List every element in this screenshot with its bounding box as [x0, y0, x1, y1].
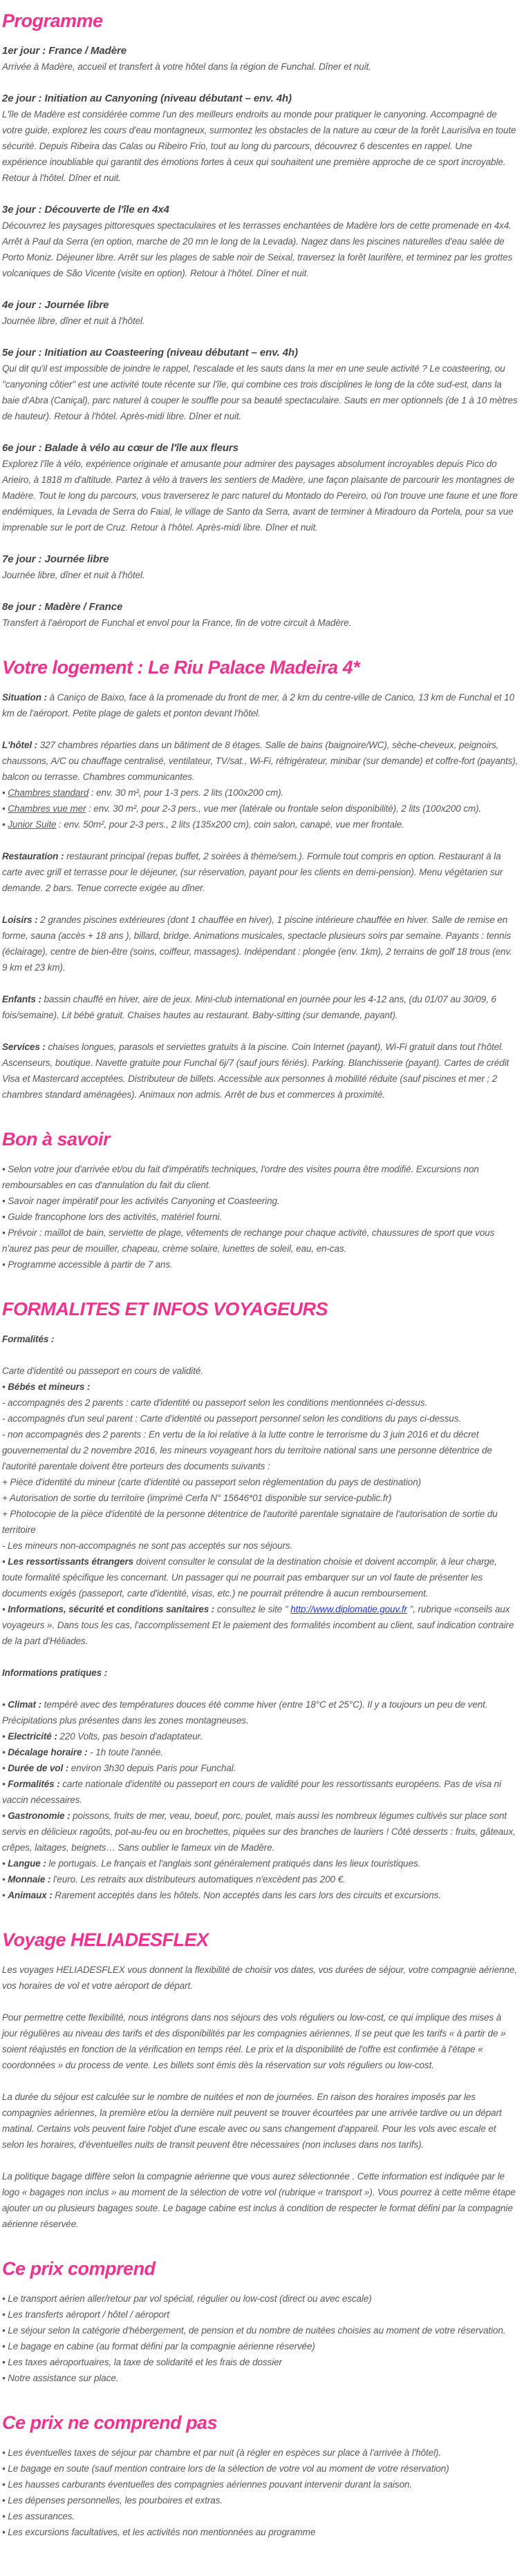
- bullet-item: [2, 1744, 518, 1760]
- text-segment: Rarement acceptés dans les hôtels. Non acceptés dans les cars lors des circuits et excursions.: [52, 1890, 441, 1900]
- bullet-item: [2, 1209, 518, 1225]
- text-segment: + Photocopie de la pièce d'identité de la personne détentrice de l'autorité parentale signataire de l'autorisation de sortie du territoire: [2, 1509, 498, 1535]
- text-segment: Informations, sécurité et conditions sanitaires :: [8, 1604, 215, 1614]
- paragraph: [2, 1490, 518, 1506]
- section-heading-programme: Programme: [2, 10, 103, 31]
- bullet-item: [2, 817, 518, 832]
- text-segment: Les voyages HELIADESFLEX vous donnent la flexibilité de choisir vos dates, vos durées de séjour, votre compagnie aérienne, vos horaires de vol et votre aéroport de départ.: [2, 1965, 517, 1991]
- paragraph: [2, 737, 518, 785]
- text-segment: Les dépenses personnelles, les pourboires et extras.: [8, 2495, 223, 2506]
- paragraph: [2, 313, 518, 329]
- paragraph-group: [2, 2445, 518, 2540]
- text-segment: Qui dit qu'il est impossible de joindre le rappel, l'escalade et les sauts dans la mer en une seule activité ? Le coasteering, ou "canyoning côtier" est une activité toute récente sur l'île, qui combine ces trois disciplines le long de la côte sud-est, dans la baie d'Abra (Caniçal), parc naturel à couper le souffle pour sa beauté spectaculaire. Sauts en mer optionnels (de 1 à 10 mètres de hauteur). Retour à l'hôtel. Après-midi libre. Dîner et nuit.: [2, 363, 518, 421]
- text-segment: doivent consulter le consulat de la destination choisie et doivent accomplir, à leur charge, toute formalité spécifique les concernant. Un passager qui ne pourrait pas embarquer sur un vol faute de présenter les documents exigés (passeport, carte d'identité, visas, etc.) ne pourrait prétendre à aucun remboursement.: [2, 1556, 497, 1599]
- text-segment: Langue :: [8, 1858, 46, 1869]
- text-segment: Monnaie :: [8, 1874, 51, 1885]
- text-segment: Guide francophone lors des activités, matériel fourni.: [8, 1212, 223, 1222]
- day-title: [2, 599, 518, 615]
- bullet-item: [2, 2370, 518, 2386]
- paragraph-group: [2, 848, 518, 896]
- text-segment: Programme accessible à partir de 7 ans.: [8, 1259, 173, 1270]
- paragraph-group: [2, 2168, 518, 2232]
- paragraph: [2, 1411, 518, 1427]
- paragraph-group: [2, 551, 518, 583]
- text-segment: carte nationale d'identité ou passeport en cours de validité pour les ressortissants européens. Pas de visa ni vaccin nécessaires.: [2, 1779, 501, 1805]
- external-link[interactable]: http://www.diplomatie.gouv.fr: [290, 1604, 407, 1614]
- bullet-item: [2, 801, 518, 817]
- text-segment: Journée libre, dîner et nuit à l'hôtel.: [2, 316, 145, 326]
- text-segment: + Pièce d'identité du mineur (carte d'identité ou passeport selon règlementation du pays de destination): [2, 1477, 422, 1487]
- paragraph: [2, 1395, 518, 1411]
- text-segment: - 1h toute l'année.: [87, 1747, 163, 1757]
- paragraph-group: [2, 1962, 518, 1994]
- paragraph: [2, 456, 518, 535]
- text-segment: Prévoir : maillot de bain, serviette de plage, vêtements de rechange pour chaque activité, chaussures de sport que vous n'aurez pas peur de mouiller, chapeau, crème solaire, lunettes de soleil, eau, en-cas.: [2, 1228, 495, 1254]
- bullet-item: [2, 1776, 518, 1808]
- text-segment: Carte d'identité ou passeport en cours de validité.: [2, 1366, 203, 1376]
- bullet-item: [2, 1728, 518, 1744]
- bullet-item: [2, 1225, 518, 1257]
- bullet-item: [2, 2322, 518, 2338]
- section-heading-prix-comprend: Ce prix comprend: [2, 2258, 156, 2279]
- paragraph: [2, 1363, 518, 1379]
- paragraph-group: [2, 1697, 518, 1903]
- paragraph: [2, 1506, 518, 1538]
- text-segment: Savoir nager impératif pour les activités Canyoning et Coasteering.: [8, 1196, 280, 1206]
- text-segment: 8e jour : Madère / France: [2, 601, 123, 613]
- text-segment: Explorez l'île à vélo, expérience originale et amusante pour admirer des paysages absolument incroyables depuis Pico do Arieiro, à 1818 m d'altitude. Partez à vélo à travers les sentiers de Madère, une façon plaisante de parcourir les montagnes de Madère. Tout le long du parcours, vous traverserez le parc naturel du Montado do Pereiro, où l'on trouve une faune et une flore endémiques, la Levada de Serra do Faial, le village de Santo da Serra, avant de terminer à Miradouro da Portela, pour sa vue imprenable sur le port de Cruz. Retour à l'hôtel. Après-midi libre. Dîner et nuit.: [2, 459, 518, 533]
- text-segment: Chambres standard: [8, 788, 89, 798]
- text-segment: Les ressortissants étrangers: [8, 1556, 134, 1567]
- text-segment: bassin chauffé en hiver, aire de jeux. Mini-club international en journée pour les 4-12 ans, (du 01/07 au 30/09, 6 fois/semaine). Lit bébé gratuit. Chaises hautes au restaurant. Baby-sitting (sur demande, payant).: [2, 994, 496, 1020]
- bullet-item: [2, 1161, 518, 1193]
- day-title: [2, 43, 518, 59]
- section-prix-comprend: [2, 2258, 518, 2386]
- text-segment: 327 chambres réparties dans un bâtiment de 8 étages. Salle de bains (baignoire/WC), sèche-cheveux, peignoirs, chaussons, A/C ou chauffage centralisé, ventilateur, TV/sat., Wi-Fi, réfrigérateur, minibar (sur demande) et coffre-fort (payants), balcon ou terrasse. Chambres communicantes.: [2, 740, 518, 782]
- paragraph-group: [2, 202, 518, 281]
- bullet-item: [2, 2524, 518, 2540]
- text-segment: poissons, fruits de mer, veau, boeuf, porc, poulet, mais aussi les nombreux légumes cultivés sur place sont servis en délicieux ragoûts, pot-au-feu ou en brochettes, piquées sur des branches de lauriers ! Côté desserts : fruits, gâteaux, crêpes, laitages, beignets… Sans oublier le fameux vin de Madère.: [2, 1811, 516, 1853]
- text-segment: Electricité :: [8, 1731, 57, 1742]
- paragraph: [2, 567, 518, 583]
- paragraph: [2, 689, 518, 721]
- text-segment: - accompagnés des 2 parents : carte d'identité ou passeport selon les conditions mentionnées ci-dessus.: [2, 1397, 428, 1408]
- section-heading-logement: Votre logement : Le Riu Palace Madeira 4*: [2, 657, 360, 678]
- bullet-item: [2, 2354, 518, 2370]
- text-segment: 7e jour : Journée libre: [2, 553, 109, 565]
- bullet-item: [2, 1871, 518, 1887]
- paragraph: [2, 2010, 518, 2073]
- section-heading-bon-a-savoir: Bon à savoir: [2, 1129, 111, 1149]
- text-segment: L'île de Madère est considérée comme l'un des meilleurs endroits au monde pour pratiquer le canyoning. Accompagné de votre guide, explorez les cours d'eau montagneux, surmontez les obstacles de la nature au cœur de la forêt Laurisilva en toute sécurité. Depuis Ribeira das Calas ou Ribeiro Frio, tout au long du parcours, découvrez 6 descentes en rappel. Une expérience inoubliable qui garantit des émotions fortes à ceux qui souhaitent une première approche de ce sport incroyable. Retour à l'hôtel. Dîner et nuit.: [2, 109, 516, 183]
- text-segment: : env. 30 m², pour 2-3 pers., vue mer (latérale ou frontale selon disponibilité), 2 lits (100x200 cm).: [86, 803, 482, 814]
- paragraph-group: [2, 2089, 518, 2153]
- text-segment: La durée du séjour est calculée sur le nombre de nuitées et non de journées. En raison des horaires imposés par les compagnies aériennes, la première et/ou la dernière nuit peuvent se trouver écourtées par une arrivée tardive ou un départ matinal. Certains vols peuvent faire l'objet d'une escale avec ou sans changement d'appareil. Pour les vols avec escale et selon les horaires, d'éventuelles nuits de transit peuvent être nécessaires (non incluses dans nos tarifs).: [2, 2092, 502, 2150]
- text-segment: Les taxes aéroportuaires, la taxe de solidarité et les frais de dossier: [8, 2357, 282, 2367]
- text-segment: Arrivée à Madère, accueil et transfert à votre hôtel dans la région de Funchal. Dîner et nuit.: [2, 61, 371, 72]
- bullet-item: [2, 2307, 518, 2322]
- paragraph: [2, 59, 518, 75]
- section-formalites: [2, 1298, 518, 1903]
- bullet-item: [2, 1379, 518, 1395]
- bullet-item: [2, 1855, 518, 1871]
- text-segment: Animaux :: [8, 1890, 53, 1900]
- paragraph-group: [2, 90, 518, 186]
- paragraph: [2, 106, 518, 186]
- text-segment: 6e jour : Balade à vélo au cœur de l'île aux fleurs: [2, 442, 238, 454]
- paragraph: [2, 2089, 518, 2153]
- text-segment: restaurant principal (repas buffet, 2 soirées à thème/sem.). Formule tout compris en option. Restaurant à la carte avec grill et terrasse pour le déjeuner, (sur réservation, payant pour les clients en demi-pension). Menu végétarien sur demande. 2 bars. Tenue correcte exigée au dîner.: [2, 851, 503, 893]
- paragraph: [2, 1331, 518, 1347]
- paragraph: [2, 912, 518, 975]
- text-segment: Le transport aérien aller/retour par vol spécial, régulier ou low-cost (direct ou avec escale): [8, 2293, 372, 2304]
- text-segment: chaises longues, parasols et serviettes gratuits à la piscine. Coin Internet (payant), Wi-Fi gratuit dans tout l'hôtel. Ascenseurs, boutique. Navette gratuite pour Funchal 6j/7 (sauf jours fériés). Parking. Blanchisserie (payant). Cartes de crédit Visa et Mastercard acceptées. Distributeur de billets. Accessible aux personnes à mobilité réduite (sauf piscines et mer ; 2 chambres standard aménagées). Animaux non admis. Arrêt de bus et commerces à proximité.: [2, 1042, 509, 1100]
- bullet-item: [2, 2477, 518, 2492]
- bullet-item: [2, 2492, 518, 2508]
- text-segment: consultez le site ": [214, 1604, 291, 1614]
- text-segment: environ 3h30 depuis Paris pour Funchal.: [68, 1763, 236, 1773]
- day-title: [2, 345, 518, 361]
- section-heading-formalites: FORMALITES ET INFOS VOYAGEURS: [2, 1299, 328, 1319]
- text-segment: Pour permettre cette flexibilité, nous intégrons dans nos séjours des vols réguliers ou low-cost, ce qui implique des mises à jour régulières au niveau des tarifs et des disponibilités par les compagnies aériennes. Il se peut que les tarifs « à partir de » soient réajustés en fonction de la vérification en temps réel. Le prix et la disponibilité de l'offre est confirmée à l'étape « coordonnées » du process de vente. Les billets sont émis dès la réservation sur vols réguliers ou low-cost.: [2, 2012, 506, 2070]
- paragraph-group: [2, 599, 518, 631]
- paragraph-group: [2, 689, 518, 721]
- bullet-item: [2, 1193, 518, 1209]
- paragraph-group: [2, 737, 518, 832]
- text-segment: le portugais. Le français et l'anglais sont généralement pratiqués dans les lieux touristiques.: [46, 1858, 421, 1869]
- paragraph: [2, 1427, 518, 1474]
- text-segment: Restauration :: [2, 851, 64, 861]
- text-segment: La politique bagage diffère selon la compagnie aérienne que vous aurez sélectionnée . Cette information est indiquée par le logo « bagages non inclus » au moment de la sélection de votre vol (rubrique « transport »). Vous pourrez à cette même étape ajouter un ou plusieurs bagages soute. Le bagage cabine est inclus à condition de respecter le format défini par la compagnie aérienne réservée.: [2, 2171, 516, 2229]
- section-heliadesflex: [2, 1929, 518, 2232]
- bullet-item: [2, 785, 518, 801]
- text-segment: Durée de vol :: [8, 1763, 69, 1773]
- bullet-item: [2, 2291, 518, 2307]
- day-title: [2, 297, 518, 313]
- text-segment: Les transferts aéroport / hôtel / aéroport: [8, 2309, 169, 2320]
- text-segment: - Les mineurs non-accompagnés ne sont pas acceptés sur nos séjours.: [2, 1540, 293, 1551]
- text-segment: Journée libre, dîner et nuit à l'hôtel.: [2, 570, 145, 580]
- text-segment: l'euro. Les retraits aux distributeurs automatiques n'excèdent pas 200 €.: [50, 1874, 346, 1885]
- section-heading-prix-ne-comprend-pas: Ce prix ne comprend pas: [2, 2412, 218, 2433]
- text-segment: Découvrez les paysages pittoresques spectaculaires et les terrasses enchantées de Madère lors de cette promenade en 4x4. Arrêt à Paul da Serra (en option, marche de 20 mn le long de la Levada). Nagez dans les piscines naturelles d'eau salée de Porto Moniz. Déjeuner libre. Arrêt sur les plages de sable noir de Seixal, traversez la forêt laurifère, et terminez par les grottes volcaniques de São Vicente (visite en option). Retour à l'hôtel. Dîner et nuit.: [2, 220, 513, 278]
- text-segment: tempéré avec des températures douces été comme hiver (entre 18°C et 25°C). Il y a toujours un peu de vent. Précipitations plus présentes dans les zones montagneuses.: [2, 1699, 488, 1726]
- text-segment: : env. 30 m², pour 1-3 pers. 2 lits (100x200 cm).: [88, 788, 284, 798]
- text-segment: 5e jour : Initiation au Coasteering (niveau débutant – env. 4h): [2, 347, 298, 359]
- day-title: [2, 202, 518, 218]
- text-segment: Notre assistance sur place.: [8, 2373, 119, 2383]
- paragraph-group: [2, 345, 518, 424]
- text-segment: Les excursions facultatives, et les activités non mentionnées au programme: [8, 2527, 316, 2537]
- paragraph-group: [2, 1363, 518, 1649]
- text-segment: L'hôtel :: [2, 740, 38, 750]
- text-segment: 220 Volts, pas besoin d'adaptateur.: [57, 1731, 203, 1742]
- text-segment: + Autorisation de sortie du territoire (imprimé Cerfa N° 15646*01 disponible sur service-public.fr): [2, 1493, 392, 1503]
- text-segment: Services :: [2, 1042, 46, 1052]
- text-segment: Formalités :: [2, 1334, 55, 1344]
- text-segment: Enfants :: [2, 994, 41, 1004]
- text-segment: 2 grandes piscines extérieures (dont 1 chauffée en hiver), 1 piscine intérieure chauffée en hiver. Salle de remise en forme, sauna (accès + 18 ans ), billard, bridge. Animations musicales, spectacle plusieurs soirs par semaine. Payants : tennis (éclairage), centre de bien-être (soins, coiffeur, massages). Indépendant : plongée (env. 1km), 2 terrains de golf 18 trous (env. 9 km et 23 km).: [2, 915, 512, 973]
- bullet-item: [2, 1887, 518, 1903]
- text-segment: Loisirs :: [2, 915, 38, 925]
- paragraph: [2, 2168, 518, 2232]
- paragraph: [2, 848, 518, 896]
- bullet-item: [2, 1760, 518, 1776]
- paragraph: [2, 615, 518, 631]
- section-heading-heliadesflex: Voyage HELIADESFLEX: [2, 1929, 209, 1950]
- bullet-item: [2, 2508, 518, 2524]
- paragraph: [2, 991, 518, 1023]
- bullet-item: [2, 2445, 518, 2461]
- paragraph: [2, 1962, 518, 1994]
- paragraph: [2, 1474, 518, 1490]
- text-segment: Climat :: [8, 1699, 41, 1710]
- text-segment: 3e jour : Découverte de l'île en 4x4: [2, 204, 169, 216]
- section-programme: [2, 10, 518, 631]
- day-title: [2, 551, 518, 567]
- paragraph-group: [2, 1331, 518, 1347]
- paragraph-group: [2, 440, 518, 535]
- text-segment: Le bagage en soute (sauf mention contraire lors de la sélection de votre vol au moment de votre réservation): [8, 2463, 449, 2474]
- bullet-item: [2, 1601, 518, 1649]
- text-segment: Bébés et mineurs :: [8, 1382, 91, 1392]
- text-segment: à Caniço de Baixo, face à la promenade du front de mer, à 2 km du centre-ville de Canico, 13 km de Funchal et 10 km de l'aéroport. Petite plage de galets et ponton devant l'hôtel.: [2, 692, 514, 718]
- text-segment: Junior Suite: [8, 819, 57, 830]
- paragraph-group: [2, 297, 518, 329]
- paragraph-group: [2, 912, 518, 975]
- text-segment: Les hausses carburants éventuelles des compagnies aériennes pouvant intervenir durant la saison.: [8, 2479, 413, 2490]
- text-segment: Décalage horaire :: [8, 1747, 88, 1757]
- text-segment: ", rubrique «conseils aux voyageurs ». Dans tous les cas, l'accomplissement Et le paiement des formalités incombent au client, sauf indication contraire de la part d'Héliades.: [2, 1604, 514, 1646]
- day-title: [2, 90, 518, 106]
- bullet-item: [2, 1554, 518, 1601]
- paragraph-group: [2, 2010, 518, 2073]
- section-bon-a-savoir: [2, 1128, 518, 1272]
- text-segment: 4e jour : Journée libre: [2, 299, 109, 311]
- text-segment: Les éventuelles taxes de séjour par chambre et par nuit (à régler en espèces sur place à l'arrivée à l'hôtel).: [8, 2448, 442, 2458]
- text-segment: - non accompagnés des 2 parents : En vertu de la loi relative à la lutte contre le terrorisme du 3 juin 2016 et du décret gouvernemental du 2 novembre 2016, les mineurs voyageant hors du territoire national sans une personne détentrice de l'autorité parentale doivent être porteurs des documents suivants :: [2, 1429, 492, 1471]
- paragraph-group: [2, 991, 518, 1023]
- text-segment: Chambres vue mer: [8, 803, 86, 814]
- text-segment: Situation :: [2, 692, 47, 703]
- paragraph: [2, 361, 518, 424]
- text-segment: : env. 50m², pour 2-3 pers., 2 lits (135x200 cm), coin salon, canapé, vue mer frontale.: [56, 819, 404, 830]
- paragraph: [2, 218, 518, 281]
- text-segment: - accompagnés d'un seul parent : Carte d'identité ou passeport personnel selon les conditions du pays ci-dessus.: [2, 1413, 462, 1424]
- bullet-item: [2, 1808, 518, 1855]
- bullet-item: [2, 2338, 518, 2354]
- text-segment: 2e jour : Initiation au Canyoning (niveau débutant – env. 4h): [2, 93, 292, 104]
- paragraph-group: [2, 1039, 518, 1103]
- section-logement: [2, 656, 518, 1103]
- paragraph-group: [2, 1665, 518, 1681]
- text-segment: Formalités :: [8, 1779, 60, 1789]
- text-segment: Gastronomie :: [8, 1811, 71, 1821]
- bullet-item: [2, 2461, 518, 2477]
- text-segment: Informations pratiques :: [2, 1668, 108, 1678]
- bullet-item: [2, 1257, 518, 1272]
- day-title: [2, 440, 518, 456]
- paragraph-group: [2, 1161, 518, 1272]
- paragraph: [2, 1665, 518, 1681]
- paragraph-group: [2, 43, 518, 75]
- text-segment: Transfert à l'aéroport de Funchal et envol pour la France, fin de votre circuit à Madère.: [2, 618, 352, 628]
- bullet-item: [2, 1697, 518, 1728]
- text-segment: Selon votre jour d'arrivée et/ou du fait d'impératifs techniques, l'ordre des visites pourra être modifié. Excursions non remboursables en cas d'annulation du fait du client.: [2, 1164, 479, 1190]
- text-segment: 1er jour : France / Madère: [2, 45, 127, 57]
- paragraph: [2, 1538, 518, 1554]
- text-segment: Les assurances.: [8, 2511, 75, 2521]
- text-segment: Le séjour selon la catégorie d'hébergement, de pension et du nombre de nuitées choisies au moment de votre réservation.: [8, 2325, 506, 2336]
- paragraph: [2, 1039, 518, 1103]
- paragraph-group: [2, 2291, 518, 2386]
- section-prix-ne-comprend-pas: [2, 2412, 518, 2540]
- text-segment: Le bagage en cabine (au format défini par la compagnie aérienne réservée): [8, 2341, 315, 2351]
